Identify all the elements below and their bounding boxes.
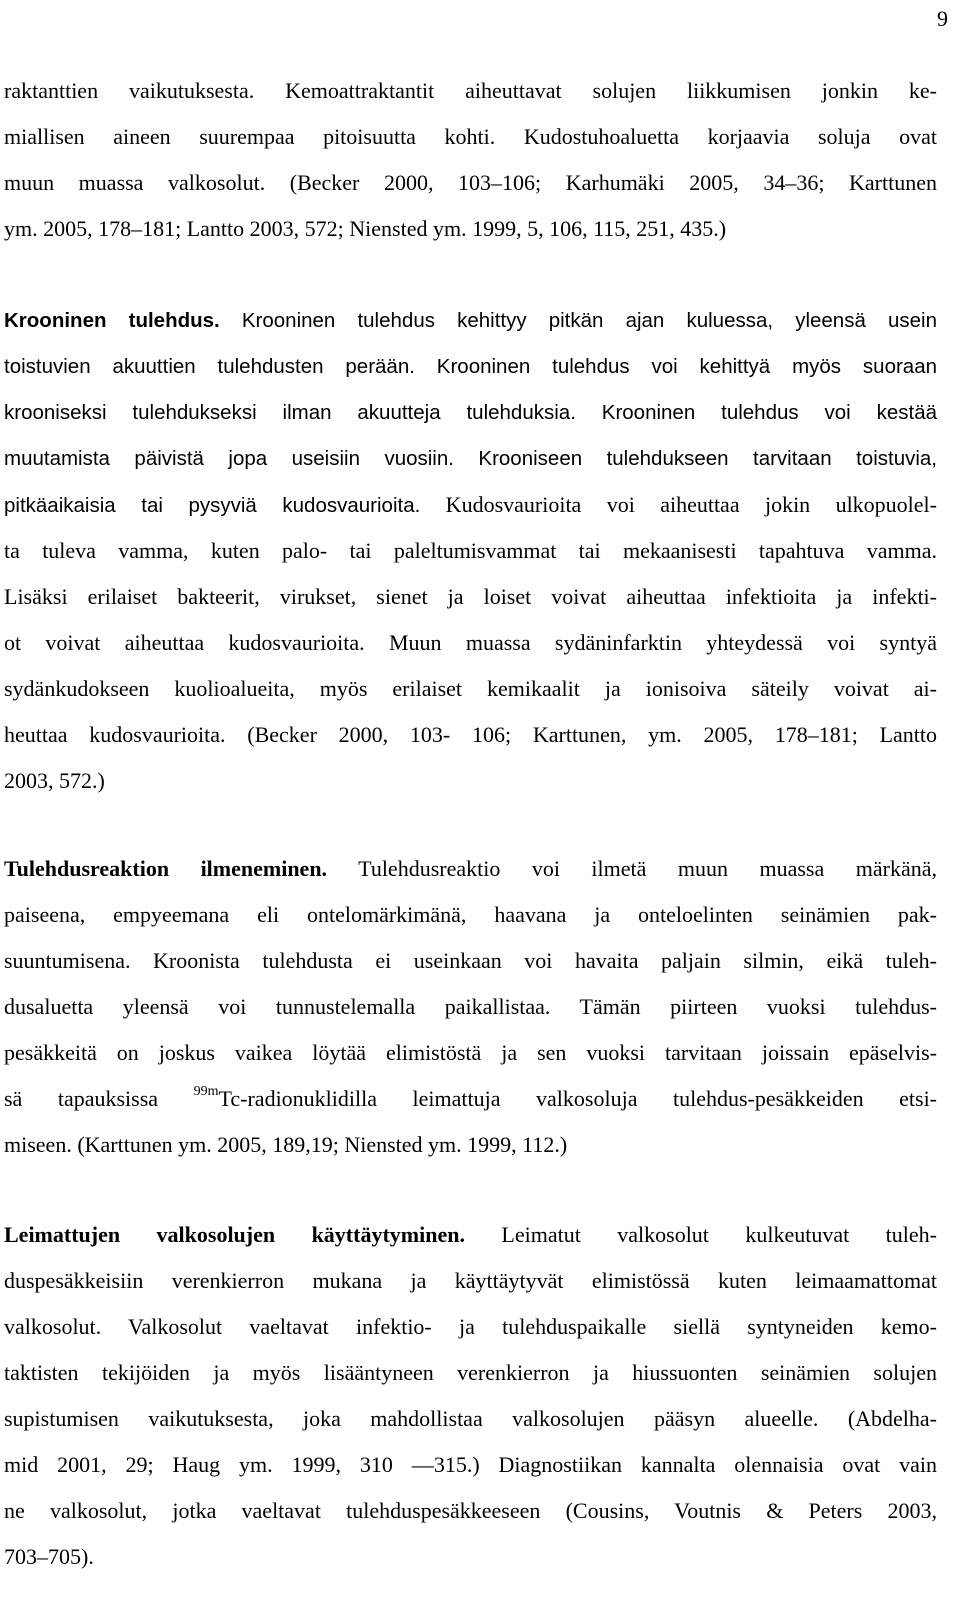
text-span: Krooninen tulehdus kehittyy pitkän ajan kuluessa, yleensä usein bbox=[219, 309, 937, 332]
text-span: pitkäaikaisia tai pysyviä kudosvaurioita. bbox=[4, 494, 421, 517]
text-line: ta tuleva vamma, kuten palo- tai paleltumisvammat tai mekaanisesti tapahtuva vamma. bbox=[4, 538, 937, 563]
text-span: Tulehdusreaktio voi ilmetä muun muassa märkänä, bbox=[327, 856, 937, 881]
section-heading: Tulehdusreaktion ilmeneminen. bbox=[4, 856, 328, 881]
superscript: 99m bbox=[193, 1084, 219, 1099]
text-line: raktanttien vaikutuksesta. Kemoattraktantit aiheuttavat solujen liikkumisen jonkin ke- bbox=[4, 78, 937, 103]
page-number: 9 bbox=[937, 6, 948, 31]
text-line: paiseena, empyeemana eli ontelomärkimänä, haavana ja onteloelinten seinämien pak- bbox=[4, 902, 937, 927]
section-heading: Krooninen tulehdus. bbox=[4, 309, 220, 332]
text-line: supistumisen vaikutuksesta, joka mahdollistaa valkosolujen pääsyn alueelle. (Abdelha- bbox=[4, 1406, 937, 1431]
text-span: Leimatut valkosolut kulkeutuvat tuleh- bbox=[464, 1222, 937, 1247]
text-line: valkosolut. Valkosolut vaeltavat infektio- ja tulehduspaikalle siellä syntyneiden kemo- bbox=[4, 1314, 937, 1339]
text-line: Lisäksi erilaiset bakteerit, virukset, sienet ja loiset voivat aiheuttaa infektioita ja infekti- bbox=[4, 584, 937, 609]
text-span: Kudosvaurioita voi aiheuttaa jokin ulkopuolel- bbox=[420, 492, 937, 517]
text-span: sä tapauksissa bbox=[4, 1086, 194, 1111]
text-line bbox=[4, 1084, 937, 1114]
text-line: mid 2001, 29; Haug ym. 1999, 310 —315.) Diagnostiikan kannalta olennaisia ovat vain bbox=[4, 1452, 937, 1477]
text-line: ne valkosolut, jotka vaeltavat tulehduspesäkkeeseen (Cousins, Voutnis & Peters 2003, bbox=[4, 1498, 937, 1523]
text-line: dusaluetta yleensä voi tunnustelemalla paikallistaa. Tämän piirteen vuoksi tulehdus- bbox=[4, 994, 937, 1019]
text-line: muutamista päivistä jopa useisiin vuosiin. Krooniseen tulehdukseen tarvitaan toistuvia, bbox=[4, 447, 937, 470]
text-line bbox=[4, 854, 937, 884]
text-line: taktisten tekijöiden ja myös lisääntyneen verenkierron ja hiussuonten seinämien solujen bbox=[4, 1360, 937, 1385]
section-heading: Leimattujen valkosolujen käyttäytyminen. bbox=[4, 1222, 465, 1247]
text-line bbox=[4, 1220, 937, 1250]
text-line: toistuvien akuuttien tulehdusten perään. Krooninen tulehdus voi kehittyä myös suoraan bbox=[4, 355, 937, 378]
text-line: duspesäkkeisiin verenkierron mukana ja käyttäytyvät elimistössä kuten leimaamattomat bbox=[4, 1268, 937, 1293]
text-span: Tc-radionuklidilla leimattuja valkosoluja tulehdus-pesäkkeiden etsi- bbox=[218, 1086, 938, 1111]
text-line bbox=[4, 306, 937, 336]
text-line: krooniseksi tulehdukseksi ilman akuutteja tulehduksia. Krooninen tulehdus voi kestää bbox=[4, 401, 937, 424]
text-line: 2003, 572.) bbox=[4, 768, 105, 793]
text-line: ot voivat aiheuttaa kudosvaurioita. Muun muassa sydäninfarktin yhteydessä voi syntyä bbox=[4, 630, 937, 655]
text-line: miallisen aineen suurempaa pitoisuutta kohti. Kudostuhoaluetta korjaavia soluja ovat bbox=[4, 124, 937, 149]
text-line: miseen. (Karttunen ym. 2005, 189,19; Niensted ym. 1999, 112.) bbox=[4, 1132, 568, 1157]
text-line: pesäkkeitä on joskus vaikea löytää elimistöstä ja sen vuoksi tarvitaan joissain epäselvis- bbox=[4, 1040, 937, 1065]
text-line: sydänkudokseen kuolioalueita, myös erilaiset kemikaalit ja ionisoiva säteily voivat ai- bbox=[4, 676, 937, 701]
text-line bbox=[4, 490, 937, 521]
text-line: heuttaa kudosvaurioita. (Becker 2000, 103- 106; Karttunen, ym. 2005, 178–181; Lantto bbox=[4, 722, 937, 747]
text-line: 703–705). bbox=[4, 1544, 94, 1569]
text-line: suuntumisena. Kroonista tulehdusta ei useinkaan voi havaita paljain silmin, eikä tuleh- bbox=[4, 948, 937, 973]
text-line: muun muassa valkosolut. (Becker 2000, 103–106; Karhumäki 2005, 34–36; Karttunen bbox=[4, 170, 937, 195]
text-line: ym. 2005, 178–181; Lantto 2003, 572; Niensted ym. 1999, 5, 106, 115, 251, 435.) bbox=[4, 216, 727, 241]
